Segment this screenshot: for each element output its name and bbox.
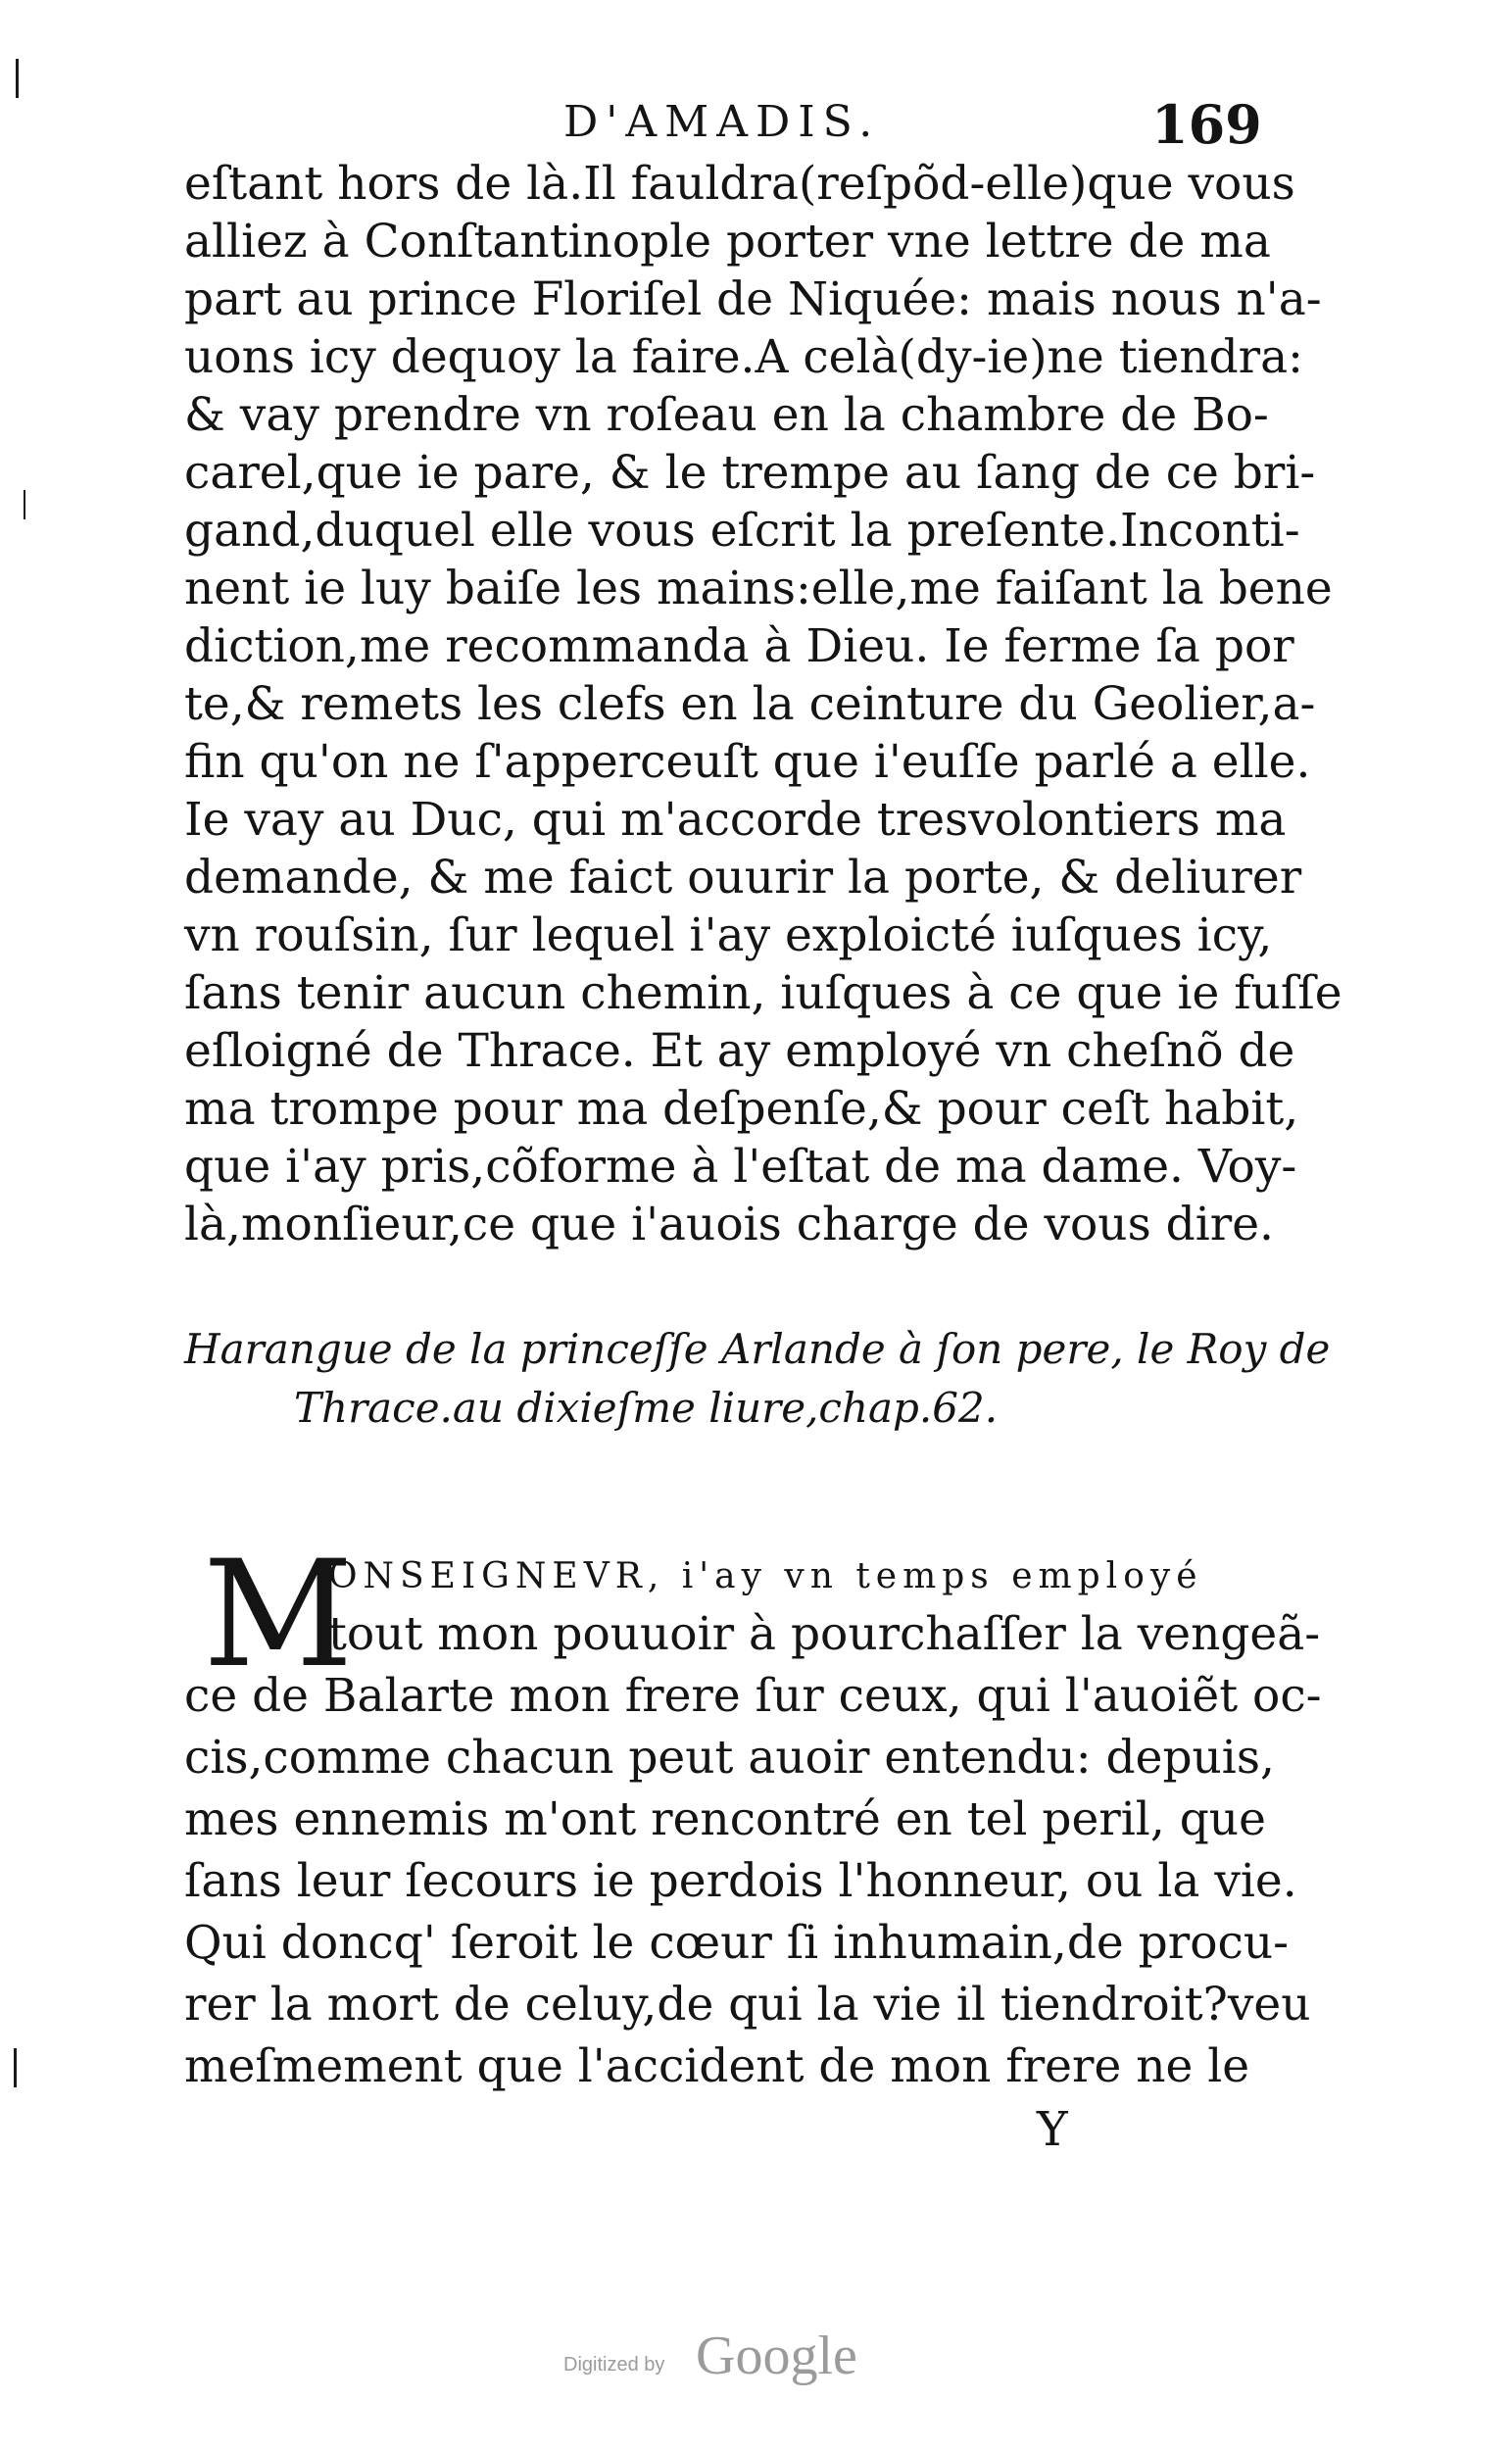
harangue-first-line-text: ONSEIGNEVR, i'ay vn temps employé: [328, 1556, 1203, 1596]
digitized-by-label: Digitized by: [563, 2354, 665, 2376]
body-line: & vay prendre vn roſeau en la chambre de Bo-: [184, 388, 1269, 442]
body-line: alliez à Conſtantinople porter vne lettre de ma: [184, 215, 1271, 269]
body-line: que i'ay pris,cõforme à l'eſtat de ma dame. Voy-: [184, 1140, 1297, 1194]
body-line: carel,que ie pare, & le trempe au ſang de ce bri-: [184, 446, 1316, 500]
harangue-line: rer la mort de celuy,de qui la vie il tiendroit?veu: [184, 1978, 1311, 2032]
body-line: vn rouſsin, ſur lequel i'ay exploicté iuſques icy,: [184, 908, 1273, 962]
body-line: te,& remets les clefs en la ceinture du Geolier,a-: [184, 677, 1316, 731]
harangue-line: ce de Balarte mon frere ſur ceux, qui l'auoiẽt oc-: [184, 1669, 1322, 1723]
harangue-first-line: [328, 1545, 1203, 1599]
harangue-line: cis,comme chacun peut auoir entendu: depuis,: [184, 1731, 1275, 1785]
body-line: ma trompe pour ma deſpenſe,& pour ceſt habit,: [184, 1082, 1299, 1136]
signature-mark: Y: [1037, 2102, 1068, 2157]
body-line: Ie vay au Duc, qui m'accorde tresvolontiers ma: [184, 793, 1287, 847]
body-line: part au prince Floriſel de Niquée: mais nous n'a-: [184, 272, 1322, 326]
harangue-line: meſmement que l'accident de mon frere ne le: [184, 2039, 1250, 2093]
body-line: eſtant hors de là.Il fauldra(reſpõd-elle)que vous: [184, 157, 1295, 211]
chapter-heading-line: Thrace.au dixieſme liure,chap.62.: [294, 1384, 999, 1432]
body-line: gand,duquel elle vous eſcrit la preſente.Inconti-: [184, 504, 1300, 558]
margin-mark: [16, 59, 19, 98]
body-line: nent ie luy baiſe les mains:elle,me faiſant la bene: [184, 562, 1333, 615]
body-line: uons icy dequoy la faire.A celà(dy-ie)ne tiendra:: [184, 330, 1303, 384]
running-head-title: D'AMADIS.: [563, 97, 881, 147]
harangue-line: mes ennemis m'ont rencontré en tel peril, que: [184, 1792, 1266, 1846]
body-line: fin qu'on ne ſ'apperceuſt que i'euſſe parlé a elle.: [184, 735, 1311, 789]
running-head: [0, 93, 1512, 162]
body-line: eſloigné de Thrace. Et ay employé vn cheſnõ de: [184, 1024, 1295, 1078]
margin-mark: [24, 490, 25, 519]
digitization-watermark: [563, 2325, 975, 2393]
drop-cap: M: [203, 1530, 354, 1700]
page-number: 169: [1151, 93, 1262, 156]
body-line: diction,me recommanda à Dieu. Ie ferme ſa por: [184, 619, 1294, 673]
margin-mark: [14, 2048, 17, 2087]
google-logo: Google: [696, 2326, 857, 2386]
harangue-line: tout mon pouuoir à pourchaſſer la vengeã-: [328, 1607, 1321, 1661]
harangue-line: ſans leur ſecours ie perdois l'honneur, ou la vie.: [184, 1854, 1297, 1908]
body-line: ſans tenir aucun chemin, iuſques à ce que ie fuſſe: [184, 966, 1342, 1020]
harangue-line: Qui doncq' ſeroit le cœur ſi inhumain,de procu-: [184, 1916, 1289, 1970]
body-line: là,monſieur,ce que i'auois charge de vous dire.: [184, 1198, 1274, 1251]
body-line: demande, & me faict ouurir la porte, & deliurer: [184, 851, 1302, 905]
chapter-heading-line: Harangue de la princeſſe Arlande à ſon pere, le Roy de: [184, 1325, 1331, 1373]
